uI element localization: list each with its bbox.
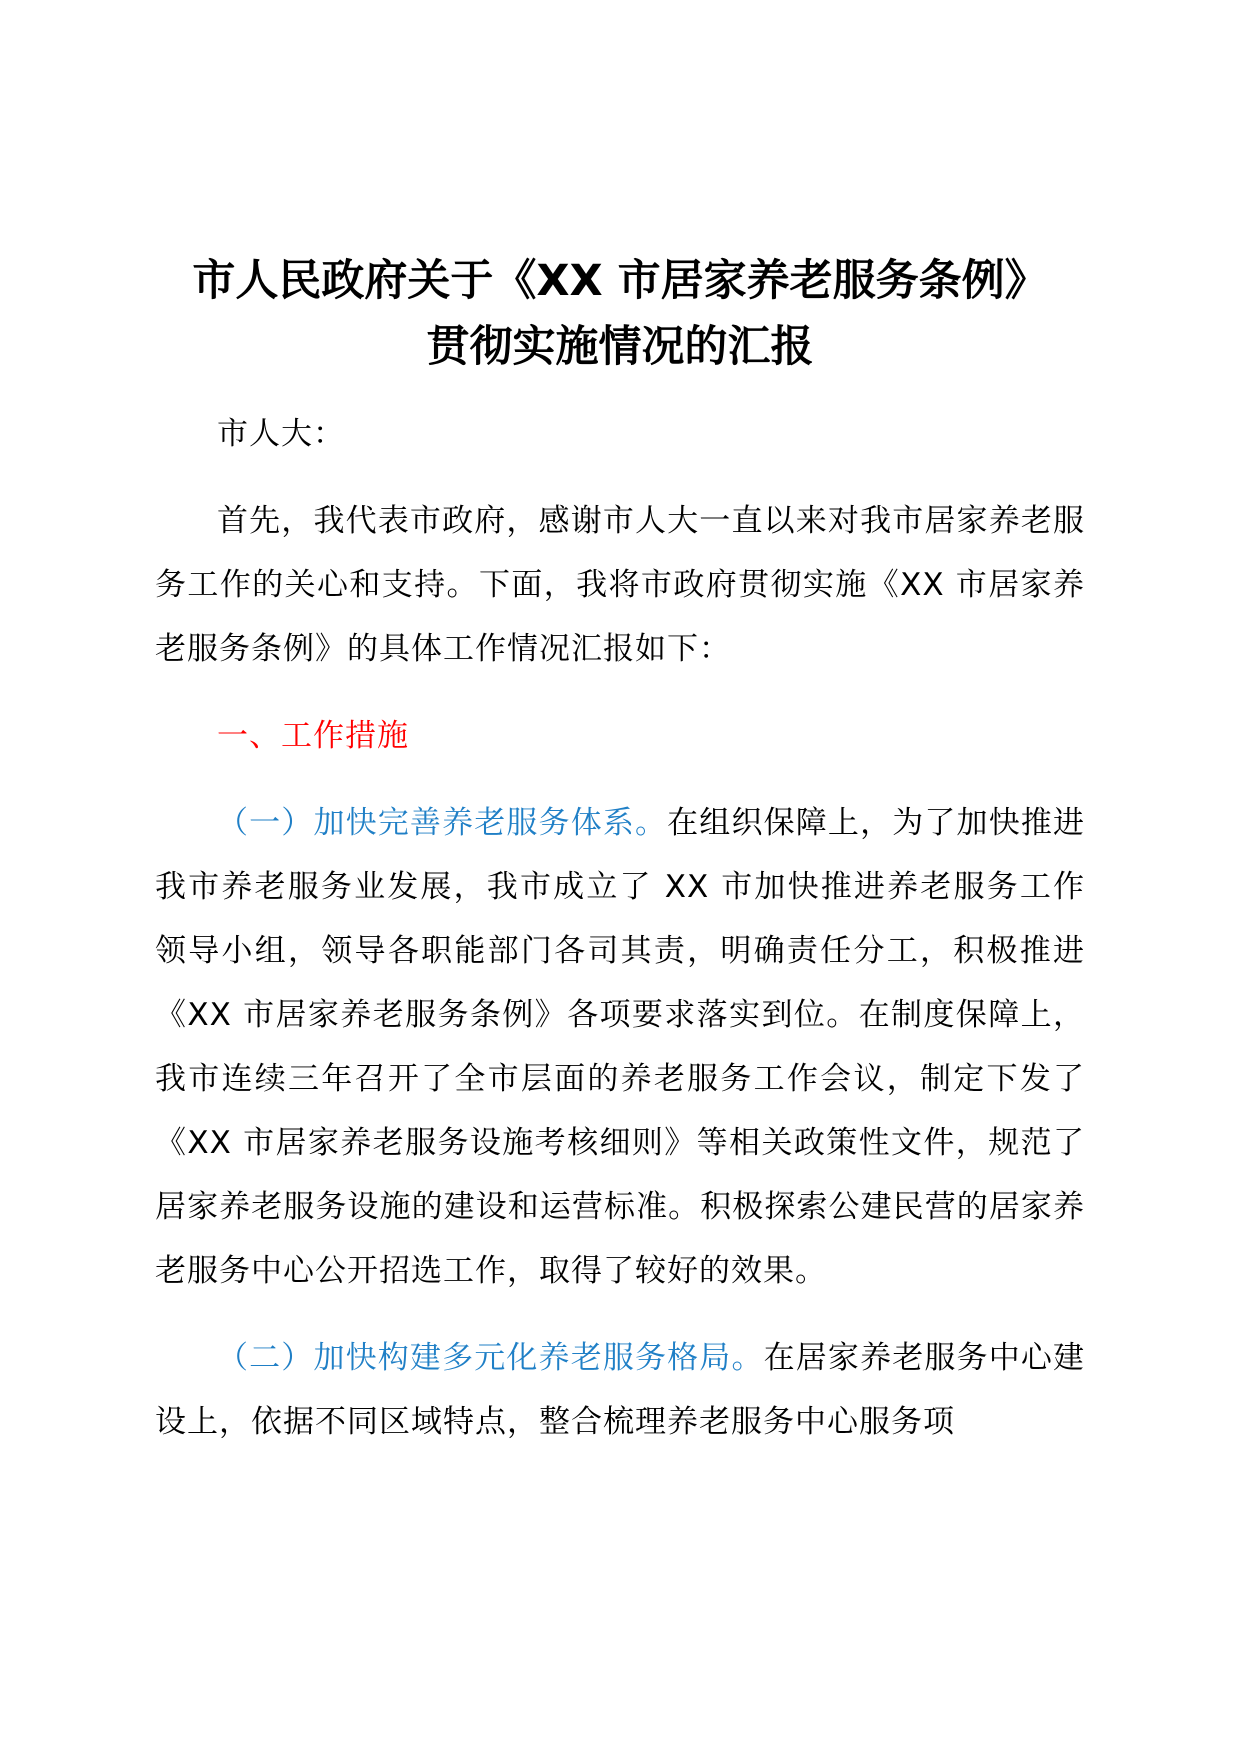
document-body <box>155 402 1085 1477</box>
subsection-2-paragraph <box>155 1326 1085 1454</box>
title-line-2: 贯彻实施情况的汇报 <box>426 322 814 372</box>
section-heading-1: 一、工作措施 <box>217 718 409 754</box>
document-title <box>150 248 1090 380</box>
title-line-1: 市人民政府关于《XX 市居家养老服务条例》 <box>192 256 1048 306</box>
subsection-2-body: 在居家养老服务中心建设上，依据不同区域特点，整合梳理养老服务中心服务项 <box>155 1340 1086 1440</box>
subsection-1-body: 在组织保障上，为了加快推进我市养老服务业发展，我市成立了 XX 市加快推进养老服务工作领导小组，领导各职能部门各司其责，明确责任分工，积极推进《XX 市居家养老服务条例》各项要求落实到位。在制度保障上，我市连续三年召开了全市层面的养老服务工作会议，制定下发了《XX 市居家养老服务设施考核细则》等相关政策性文件，规范了居家养老服务设施的建设和运营标准。积极探索公建民营的居家养老服务中心公开招选工作，取得了较好的效果。 <box>155 805 1086 1289</box>
intro-paragraph: 首先，我代表市政府，感谢市人大一直以来对我市居家养老服务工作的关心和支持。下面，我将市政府贯彻实施《XX 市居家养老服务条例》的具体工作情况汇报如下： <box>155 503 1085 667</box>
subsection-1-heading: （一）加快完善养老服务体系。 <box>217 805 668 841</box>
subsection-2-heading: （二）加快构建多元化养老服务格局。 <box>217 1340 764 1376</box>
subsection-1-paragraph <box>155 791 1085 1303</box>
salutation: 市人大： <box>217 416 345 452</box>
